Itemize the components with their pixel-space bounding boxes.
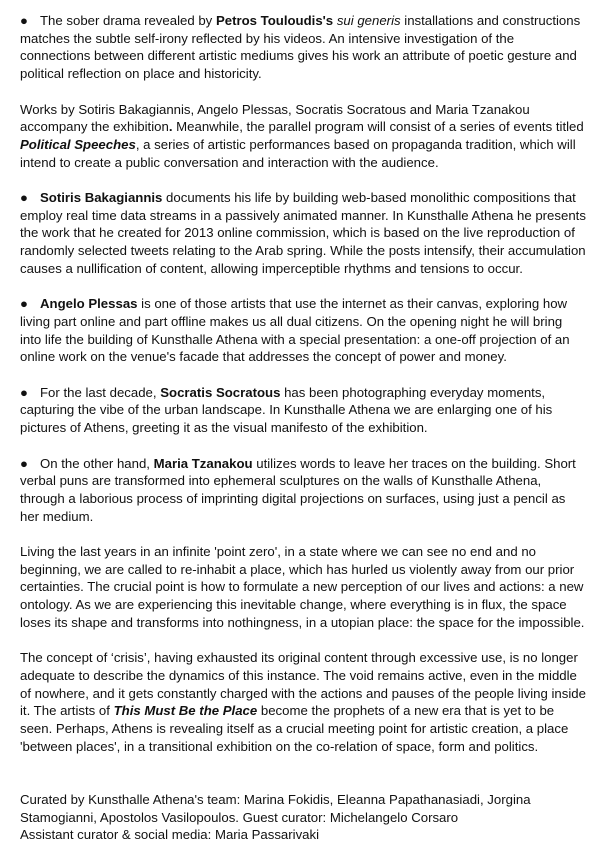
text-run: The sober drama revealed by (40, 13, 216, 28)
document-body (20, 12, 586, 755)
text-run: installations and constructions matches the subtle self-irony reflected by his videos. An intensive investigation of the connections between different artistic mediums gives his work an attribute of poetic gesture and political reflection on place and historicity. (20, 13, 581, 82)
emphasis-text: Petros Touloudis's (215, 13, 334, 28)
bullet-icon: ● (20, 296, 28, 312)
paragraph (20, 101, 586, 172)
text-run: On the other hand, (40, 455, 154, 471)
text-run: Living the last years in an infinite 'point zero', in a state where we can see no end and no beginning, we are called to re-inhabit a place, which has hurled us violently away from our prior certainties. The crucial point is how to formulate a new perception of our lives and actions: a new ontology. As we are experiencing this inevitable change, where everything is in flux, the space loses its shape and transforms into nothingness, in a utopian place: the space for the impossible. (20, 544, 585, 630)
paragraph (20, 455, 586, 526)
emphasis-text: . (168, 119, 173, 135)
paragraph (20, 384, 586, 437)
emphasis-text: Maria Tzanakou (153, 455, 253, 471)
credits-block (20, 791, 586, 844)
bullet-icon: ● (20, 190, 28, 205)
text-run: become the prophets of a new era that is yet to be seen. Perhaps, Athens is revealing itself as a crucial meeting point for artistic creation, a place 'between places', in a transitional exhibition on the co-relation of space, form and politics. (20, 703, 569, 754)
text-run: has been photographing everyday moments, capturing the vibe of the urban landscape. In Kunsthalle Athena we are enlarging one of his pictures of Athens, greeting it as the visual manifesto of the exhibition. (20, 384, 553, 436)
paragraph (20, 543, 586, 632)
text-run: utilizes words to leave her traces on the building. Short verbal puns are transformed into ephemeral sculptures on the walls of Kunsthalle Athena, through a laborious process of imprinting digital projections on surfaces, using just a pencil as her medium. (20, 455, 576, 524)
credits-assistant: Assistant curator & social media: Maria Passarivaki (20, 827, 320, 843)
credits-curated: Curated by Kunsthalle Athena's team: Marina Fokidis, Eleanna Papathanasiadi, Jorgina Stamogianni, Apostolos Vasilopoulos. Guest curator: Michelangelo Corsaro (20, 791, 531, 825)
emphasis-text: Political Speeches (20, 136, 136, 152)
text-run: is one of those artists that use the internet as their canvas, exploring how living part online and part offline makes us all dual citizens. On the opening night he will bring into life the building of Kunsthalle Athena with a special presentation: a one-off projection of an online work on the venue's facade that addresses the concept of power and money. (20, 296, 570, 365)
emphasis-text: This Must Be the Place (113, 703, 258, 719)
paragraph (20, 295, 586, 366)
paragraph (20, 189, 586, 278)
paragraph (20, 12, 586, 83)
text-run: For the last decade, (40, 384, 161, 400)
document-page (20, 12, 586, 862)
emphasis-text: Angelo Plessas (40, 296, 138, 312)
text-run: documents his life by building web-based monolithic compositions that employ real time data streams in a passively animated manner. In Kunsthalle Athena he presents the work that he created for 2013 online commission, which is based on the live reproduction of randomly selected tweets relating to the Arab spring. While the posts intensify, their accumulation causes a nullification of content, allowing imperceptible rhythms and tensions to occur. (20, 190, 586, 276)
bullet-icon: ● (20, 13, 28, 28)
bullet-icon: ● (20, 384, 28, 400)
emphasis-text: Socratis Socratous (160, 384, 281, 400)
bullet-icon: ● (20, 455, 28, 471)
text-run: Meanwhile, the parallel program will consist of a series of events titled (172, 119, 584, 135)
text-run: The concept of ‘crisis’, having exhausted its original content through excessive use, is no longer adequate to describe the dynamics of this instance. The void remains active, even in the middle of nowhere, and it gets constantly charged with the actions and pauses of the people living inside it. The artists of (20, 650, 586, 719)
paragraph (20, 649, 586, 755)
text-run: , a series of artistic performances based on propaganda tradition, which will intend to create a public conversation and interaction with the audience. (20, 136, 576, 170)
emphasis-text: Sotiris Bakagiannis (40, 190, 163, 205)
text-run: Works by Sotiris Bakagiannis, Angelo Plessas, Socratis Socratous and Maria Tzanakou accompany the exhibition (20, 101, 530, 135)
emphasis-text: sui generis (336, 13, 401, 28)
